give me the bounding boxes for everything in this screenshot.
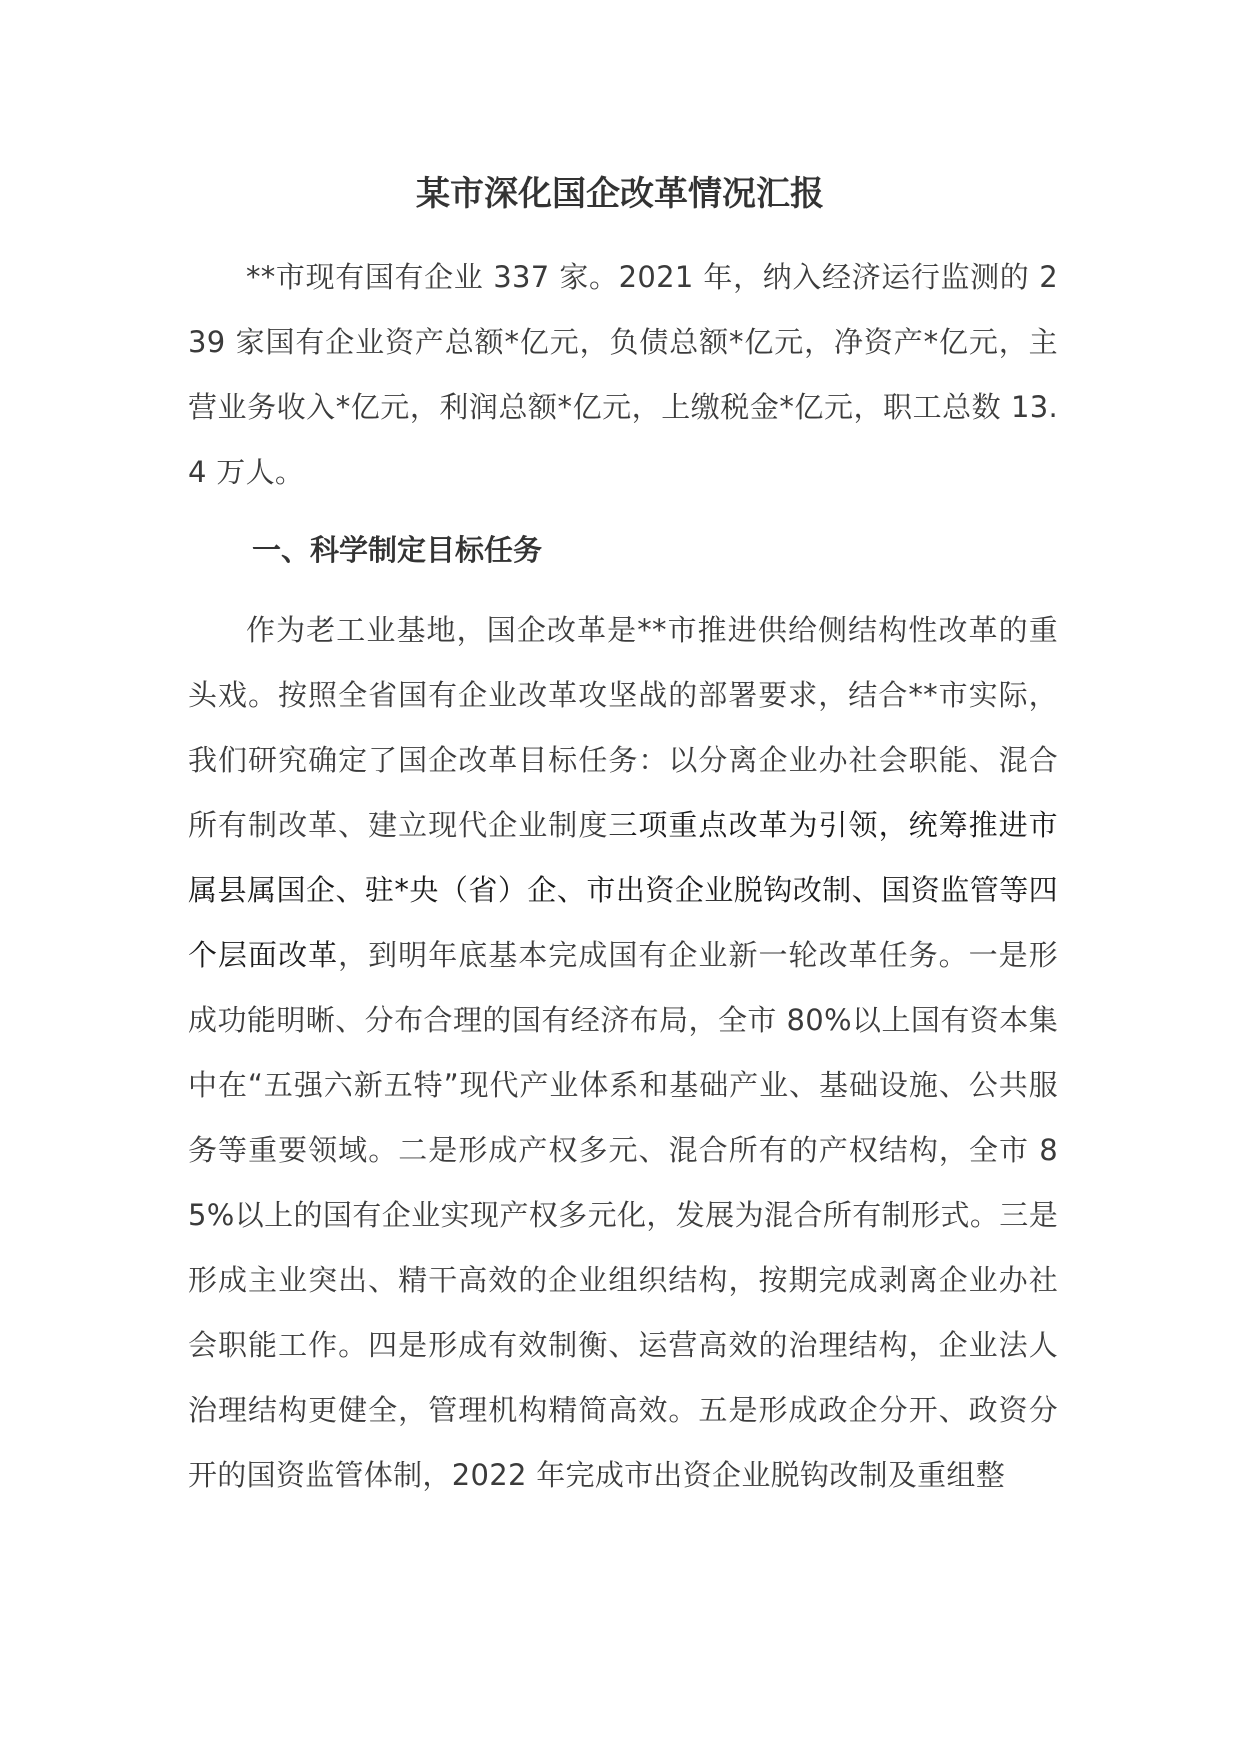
intro-paragraph: **市现有国有企业 337 家。2021 年，纳入经济运行监测的 239 家国有企业资产总额*亿元，负债总额*亿元，净资产*亿元，主营业务收入*亿元，利润总额*亿元，上缴税金*亿元，职工总数 13.4 万人。 xyxy=(188,260,1058,489)
section-heading: 一、科学制定目标任务 xyxy=(252,533,543,567)
document-title: 某市深化国企改革情况汇报 xyxy=(416,174,824,214)
section-text-end: ，到明年底基本完成国有企业新一轮改革任务。一是形成功能明晰、分布合理的国有经济布局，全市 80%以上国有资本集中在“五强六新五特”现代产业体系和基础产业、基础设施、公共服务等重要领域。二是形成产权多元、混合所有的产权结构，全市 85%以上的国有企业实现产权多元化，发展为混合所有制形式。三是形成主业突出、精干高效的企业组织结构，按期完成剥离企业办社会职能工作。四是形成有效制衡、运营高效的治理结构，企业法人治理结构更健全，管理机构精简高效。五是形成政企分开、政资分开的国资监管体制，2022 年完成市出资企业脱钩改制及重组整 xyxy=(188,938,1058,1492)
section-paragraph xyxy=(188,598,1058,1508)
section-text-start: 作为老工业基地，国企改革是**市推进供给侧结构性改革的重头戏。按照全省国有企业改革攻坚战的部署要求，结合**市实际，我们研究确定了国企改革目标任务：以分离企业办社会职能、混合所有制改革、建立现代企业制度 xyxy=(188,613,1058,842)
section-text-emphasis: 三项重点改革为引领，统筹推进市属县属国企、驻*央（省）企、市出资企业脱钩改制、国资监管等四个层面改革 xyxy=(188,808,1058,972)
